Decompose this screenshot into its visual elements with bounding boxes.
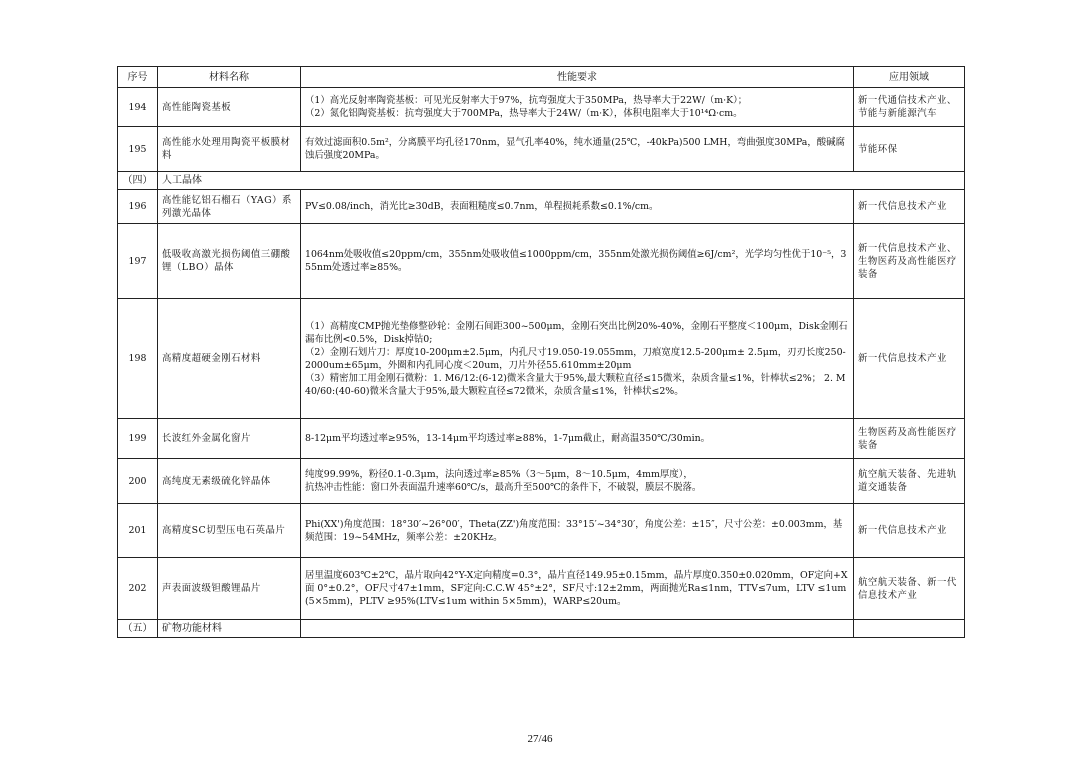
empty-cell xyxy=(301,620,854,638)
header-seq: 序号 xyxy=(118,67,158,88)
row-seq: 202 xyxy=(118,558,158,620)
row-app: 新一代信息技术产业 xyxy=(854,190,965,224)
row-perf xyxy=(301,88,854,127)
row-seq: 199 xyxy=(118,419,158,459)
row-name: 高精度SC切型压电石英晶片 xyxy=(158,504,301,558)
perf-line: 纯度99.99%，粉径0.1-0.3μm，法向透过率≥85%（3～5μm，8～10.5μm，4mm厚度）， xyxy=(305,469,693,480)
row-name: 高性能陶瓷基板 xyxy=(158,88,301,127)
section-label: （五） xyxy=(118,620,158,638)
row-app: 航空航天装备、先进轨道交通装备 xyxy=(854,459,965,504)
row-name: 声表面波级钽酸锂晶片 xyxy=(158,558,301,620)
row-app: 节能环保 xyxy=(854,127,965,172)
table-row xyxy=(118,459,965,504)
row-name: 高纯度无素级硫化锌晶体 xyxy=(158,459,301,504)
table-header-row xyxy=(118,67,965,88)
empty-cell xyxy=(854,620,965,638)
row-app: 新一代通信技术产业、节能与新能源汽车 xyxy=(854,88,965,127)
table-row xyxy=(118,419,965,459)
row-app: 生物医药及高性能医疗装备 xyxy=(854,419,965,459)
page-number: 27/46 xyxy=(527,733,553,745)
table-row xyxy=(118,224,965,299)
row-seq: 194 xyxy=(118,88,158,127)
row-name: 低吸收高激光损伤阈值三硼酸锂（LBO）晶体 xyxy=(158,224,301,299)
table-row xyxy=(118,299,965,419)
section-title: 人工晶体 xyxy=(158,172,965,190)
header-perf: 性能要求 xyxy=(301,67,854,88)
perf-line: 抗热冲击性能：窗口外表面温升速率60℃/s，最高升至500℃的条件下，不破裂，膜层不脱落。 xyxy=(305,482,702,493)
row-perf xyxy=(301,127,854,172)
row-app: 新一代信息技术产业 xyxy=(854,299,965,419)
row-name: 高精度超硬金刚石材料 xyxy=(158,299,301,419)
header-name: 材料名称 xyxy=(158,67,301,88)
section-row-5 xyxy=(118,620,965,638)
row-app: 新一代信息技术产业 xyxy=(854,504,965,558)
perf-line: （1）高光反射率陶瓷基板：可见光反射率大于97%，抗弯强度大于350MPa，热导率大于22W/（m·K）； xyxy=(305,95,748,106)
row-app: 新一代信息技术产业、生物医药及高性能医疗装备 xyxy=(854,224,965,299)
row-perf xyxy=(301,419,854,459)
section-label: （四） xyxy=(118,172,158,190)
row-perf xyxy=(301,504,854,558)
table-row xyxy=(118,88,965,127)
row-seq: 196 xyxy=(118,190,158,224)
table-row xyxy=(118,558,965,620)
perf-line: （1）高精度CMP抛光垫修整砂轮：金刚石间距300~500μm，金刚石突出比例20%-40%，金刚石平整度＜100μm，Disk金刚石漏布比例<0.5%，Disk掉钻0; xyxy=(305,320,848,345)
header-app: 应用领域 xyxy=(854,67,965,88)
row-name: 高性能水处理用陶瓷平板膜材料 xyxy=(158,127,301,172)
row-perf xyxy=(301,224,854,299)
perf-line: Phi(XX')角度范围：18°30′~26°00′，Theta(ZZ')角度范围：33°15′~34°30′，角度公差：±15″，尺寸公差：±0.003mm，基频范围：19~54MHz，频率公差：±20KHz。 xyxy=(305,518,843,543)
section-title: 矿物功能材料 xyxy=(158,620,301,638)
row-app: 航空航天装备、新一代信息技术产业 xyxy=(854,558,965,620)
row-perf xyxy=(301,190,854,224)
section-row-4 xyxy=(118,172,965,190)
row-perf xyxy=(301,299,854,419)
perf-line: 居里温度603℃±2℃，晶片取向42°Y-X定向精度=0.3°，晶片直径149.95±0.15mm，晶片厚度0.350±0.020mm，OF定向+X面 0°±0.2°，OF尺寸47±1mm，SF定向:C.C.W 45°±2°，SF尺寸:12±2mm，两面抛光Ra≤1nm，TTV≤7um，LTV ≤1um(5×5mm)，PLTV ≥95%(LTV≤1um within 5×5mm)，WARP≤20um。 xyxy=(305,570,848,607)
perf-line: （2）金刚石划片刀：厚度10-200μm±2.5μm，内孔尺寸19.050-19.055mm，刀痕宽度12.5-200μm± 2.5μm，刃刃长度250-2000um±65μm，外圈和内孔同心度＜20um，刀片外径55.610mm±20μm xyxy=(305,346,846,371)
table-row xyxy=(118,504,965,558)
perf-line: PV≤0.08/inch，消光比≥30dB，表面粗糙度≤0.7nm，单程损耗系数≤0.1%/cm。 xyxy=(305,201,659,212)
row-seq: 200 xyxy=(118,459,158,504)
row-perf xyxy=(301,459,854,504)
perf-line: （2）氮化铝陶瓷基板：抗弯强度大于700MPa，热导率大于24W/（m·K），体积电阻率大于10¹⁴Ω·cm。 xyxy=(305,108,743,119)
perf-line: （3）精密加工用金刚石微粉：1. M6/12:(6-12)微米含量大于95%,最大颗粒直径≤15微米，杂质含量≤1%，针棒状≤2%； 2. M40/60:(40-60)微米含量大于95%,最大颗粒直径≤72微米，杂质含量≤1%，针棒状≤2%。 xyxy=(305,372,846,397)
perf-line: 有效过滤面积0.5m²，分离膜平均孔径170nm，显气孔率40%，纯水通量(25℃，-40kPa)500 LMH，弯曲强度30MPa，酸碱腐蚀后强度20MPa。 xyxy=(305,137,845,161)
row-seq: 201 xyxy=(118,504,158,558)
table-row xyxy=(118,127,965,172)
table-row xyxy=(118,190,965,224)
perf-line: 1064nm处吸收值≤20ppm/cm，355nm处吸收值≤1000ppm/cm，355nm处激光损伤阈值≥6J/cm²，光学均匀性优于10⁻⁵，355nm处透过率≥85%。 xyxy=(305,249,847,273)
row-perf xyxy=(301,558,854,620)
row-name: 长波红外金属化窗片 xyxy=(158,419,301,459)
row-seq: 198 xyxy=(118,299,158,419)
perf-line: 8-12μm平均透过率≥95%，13-14μm平均透过率≥88%，1-7μm截止，耐高温350℃/30min。 xyxy=(305,433,711,444)
row-seq: 195 xyxy=(118,127,158,172)
row-seq: 197 xyxy=(118,224,158,299)
materials-table xyxy=(117,66,965,638)
row-name: 高性能钇铝石榴石（YAG）系列激光晶体 xyxy=(158,190,301,224)
